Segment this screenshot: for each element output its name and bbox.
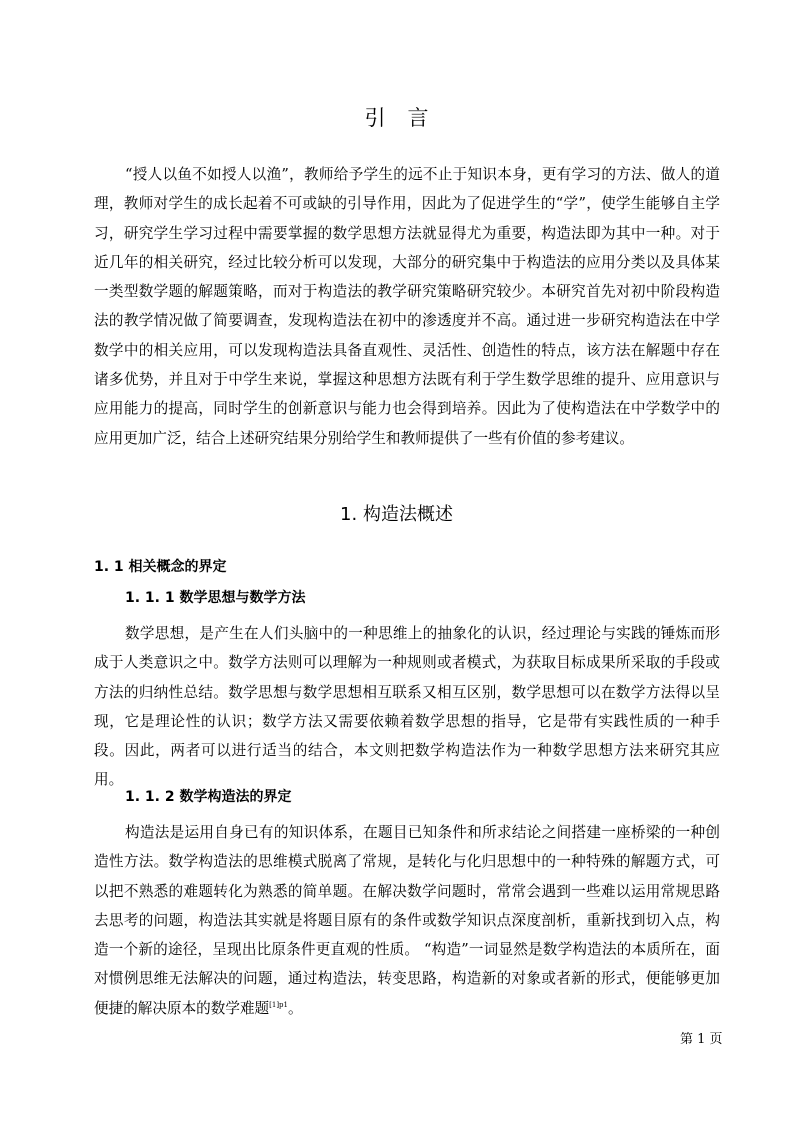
paragraph-text: 构造法是运用自身已有的知识体系，在题目已知条件和所求结论之间搭建一座桥梁的一种创造性方法。数学构造法的思维模式脱离了常规，是转化与化归思想中的一种特殊的解题方式，可以把不熟悉的难题转化为熟悉的简单题。在解决数学问题时，常常会遇到一些难以运用常规思路去思考的问题，构造法其实就是将题目原有的条件或数学知识点深度剖析，重新找到切入点，构造一个新的途径，呈现出比原条件更直观的性质。 “构造”一词显然是数学构造法的本质所在，面对惯例思维无法解决的问题，通过构造法，转变思路，构造新的对象或者新的形式，便能够更加便捷的解决原本的数学难题 xyxy=(94,824,720,1017)
chapter-heading: 1. 构造法概述 xyxy=(340,504,453,525)
intro-paragraph: “授人以鱼不如授人以渔”，教师给予学生的远不止于知识本身，更有学习的方法、做人的道理，教师对学生的成长起着不可或缺的引导作用，因此为了促进学生的“学”，使学生能够自主学习，研究学生学习过程中需要掌握的数学思想方法就显得尤为重要，构造法即为其中一种。对于近几年的相关研究，经过比较分析可以发现，大部分的研究集中于构造法的应用分类以及具体某一类型数学题的解题策略，而对于构造法的教学研究策略研究较少。本研究首先对初中阶段构造法的教学情况做了简要调查，发现构造法在初中的渗透度并不高。通过进一步研究构造法在中学数学中的相关应用，可以发现构造法具备直观性、灵活性、创造性的特点，该方法在解题中存在诸多优势，并且对于中学生来说，掌握这种思想方法既有利于学生数学思维的提升、应用意识与应用能力的提高，同时学生的创新意识与能力也会得到培养。因此为了使构造法在中学数学中的应用更加广泛，结合上述研究结果分别给学生和教师提供了一些有价值的参考建议。 xyxy=(94,166,720,447)
paragraph-text: 数学思想，是产生在人们头脑中的一种思维上的抽象化的认识，经过理论与实践的锤炼而形成于人类意识之中。数学方法则可以理解为一种规则或者模式，为获取目标成果所采取的手段或方法的归纳性总结。数学思想与数学思想相互联系又相互区别，数学思想可以在数学方法得以呈现，它是理论性的认识；数学方法又需要依赖着数学思想的指导，它是带有实践性质的一种手段。因此，两者可以进行适当的结合，本文则把数学构造法作为一种数学思想方法来研究其应用。 xyxy=(94,625,720,789)
page-number: 第 1 页 xyxy=(680,1032,723,1047)
paragraph-end-mark: 。 xyxy=(288,999,303,1017)
citation-superscript[interactable]: [1]p1 xyxy=(269,1000,288,1009)
paragraph-math-thought-method xyxy=(94,619,720,795)
paragraph-construction-definition xyxy=(94,818,720,1023)
section-heading-1-1: 1. 1 相关概念的界定 xyxy=(94,559,227,575)
subsection-heading-1-1-1: 1. 1. 1 数学思想与数学方法 xyxy=(125,590,306,606)
subsection-heading-1-1-2: 1. 1. 2 数学构造法的界定 xyxy=(125,789,292,805)
page-title: 引言 xyxy=(364,106,451,130)
